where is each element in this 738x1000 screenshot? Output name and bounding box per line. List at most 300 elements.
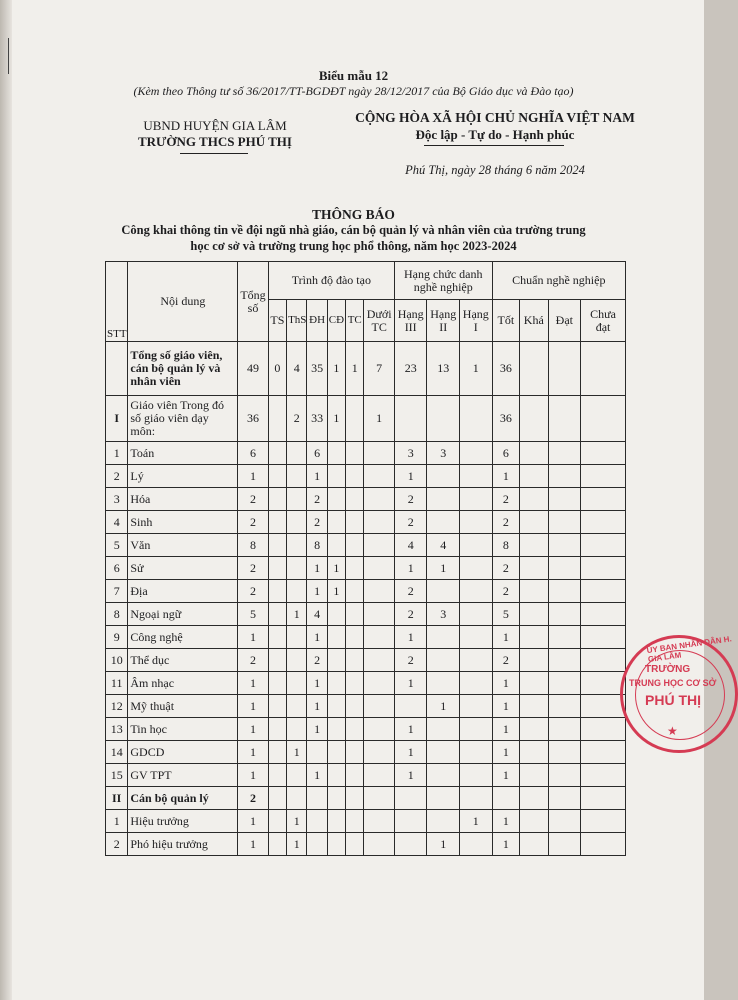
- cell-value: [460, 511, 493, 534]
- cell-value: [364, 465, 395, 488]
- cell-value: [287, 488, 307, 511]
- seal-ring-text: ỦY BAN NHÂN DÂN H. GIA LÂM: [646, 634, 733, 665]
- cell-value: [287, 718, 307, 741]
- cell-value: [364, 672, 395, 695]
- table-row: [106, 741, 626, 764]
- cell-value: [268, 396, 286, 442]
- cell-value: [346, 672, 364, 695]
- cell-value: [460, 488, 493, 511]
- cell-value: [520, 810, 548, 833]
- cell-value: 1: [492, 764, 519, 787]
- seal-star-icon: ★: [667, 724, 678, 738]
- cell-value: [520, 580, 548, 603]
- header-cd: CĐ: [327, 300, 345, 342]
- cell-value: [287, 580, 307, 603]
- cell-value: [327, 695, 345, 718]
- header-rank1: Hạng I: [460, 300, 493, 342]
- cell-value: [520, 764, 548, 787]
- notice-subtitle-line2: học cơ sở và trường trung học phổ thông, năm học 2023-2024: [190, 239, 517, 253]
- cell-stt: 11: [106, 672, 128, 695]
- cell-value: [268, 488, 286, 511]
- cell-value: 1: [460, 342, 493, 396]
- cell-value: [520, 557, 548, 580]
- cell-value: [327, 764, 345, 787]
- cell-value: [287, 649, 307, 672]
- cell-value: [394, 833, 427, 856]
- cell-value: [581, 810, 626, 833]
- cell-content: Tổng số giáo viên, cán bộ quản lý và nhân viên: [128, 342, 238, 396]
- cell-value: [364, 511, 395, 534]
- cell-value: [287, 442, 307, 465]
- cell-value: [460, 534, 493, 557]
- cell-value: 6: [492, 442, 519, 465]
- cell-value: [327, 787, 345, 810]
- cell-value: 2: [394, 649, 427, 672]
- cell-stt: 6: [106, 557, 128, 580]
- cell-value: 1: [307, 764, 327, 787]
- header-not-pass: Chưa đạt: [581, 300, 626, 342]
- cell-content: GDCD: [128, 741, 238, 764]
- cell-value: 1: [394, 764, 427, 787]
- cell-value: [287, 557, 307, 580]
- cell-value: [581, 626, 626, 649]
- cell-value: [581, 580, 626, 603]
- cell-value: 8: [307, 534, 327, 557]
- cell-value: [581, 718, 626, 741]
- cell-value: [427, 396, 460, 442]
- cell-value: [307, 810, 327, 833]
- cell-value: [581, 534, 626, 557]
- cell-value: 1: [238, 626, 269, 649]
- cell-value: 1: [492, 741, 519, 764]
- cell-value: [268, 465, 286, 488]
- table-row: [106, 603, 626, 626]
- cell-value: [346, 557, 364, 580]
- cell-value: 2: [492, 649, 519, 672]
- cell-value: 3: [427, 603, 460, 626]
- cell-value: [364, 580, 395, 603]
- cell-value: [427, 787, 460, 810]
- cell-value: [327, 718, 345, 741]
- cell-value: 1: [364, 396, 395, 442]
- cell-value: [548, 695, 581, 718]
- cell-value: [548, 787, 581, 810]
- cell-value: [268, 672, 286, 695]
- cell-value: [427, 810, 460, 833]
- cell-value: 1: [307, 672, 327, 695]
- cell-content: Âm nhạc: [128, 672, 238, 695]
- cell-value: [520, 787, 548, 810]
- cell-stt: 5: [106, 534, 128, 557]
- cell-stt: 8: [106, 603, 128, 626]
- cell-value: [427, 465, 460, 488]
- cell-value: 1: [327, 396, 345, 442]
- cell-value: [268, 695, 286, 718]
- cell-value: [427, 626, 460, 649]
- cell-stt: 1: [106, 810, 128, 833]
- cell-stt: 14: [106, 741, 128, 764]
- cell-value: 1: [287, 810, 307, 833]
- cell-value: 2: [492, 488, 519, 511]
- cell-value: 1: [492, 810, 519, 833]
- cell-content: Văn: [128, 534, 238, 557]
- cell-stt: 3: [106, 488, 128, 511]
- header-ths: ThS: [287, 300, 307, 342]
- cell-value: [581, 442, 626, 465]
- cell-value: [427, 672, 460, 695]
- cell-value: [460, 741, 493, 764]
- cell-value: 1: [238, 764, 269, 787]
- cell-value: [581, 342, 626, 396]
- table-header: [106, 262, 626, 342]
- cell-content: Giáo viên Trong đó số giáo viên dạy môn:: [128, 396, 238, 442]
- cell-stt: 1: [106, 442, 128, 465]
- cell-value: 36: [238, 396, 269, 442]
- cell-stt: 7: [106, 580, 128, 603]
- cell-value: [327, 741, 345, 764]
- cell-value: [548, 626, 581, 649]
- cell-value: 2: [307, 488, 327, 511]
- cell-value: [346, 810, 364, 833]
- cell-value: [520, 672, 548, 695]
- cell-value: 1: [238, 695, 269, 718]
- cell-value: 1: [327, 557, 345, 580]
- cell-value: [460, 580, 493, 603]
- table-row: [106, 810, 626, 833]
- header-below-tc: Dưới TC: [364, 300, 395, 342]
- cell-value: 4: [287, 342, 307, 396]
- cell-value: 1: [287, 741, 307, 764]
- cell-value: [268, 764, 286, 787]
- cell-value: [520, 649, 548, 672]
- cell-value: [427, 649, 460, 672]
- table-row: [106, 833, 626, 856]
- cell-value: [460, 833, 493, 856]
- cell-value: [548, 557, 581, 580]
- cell-value: [427, 580, 460, 603]
- motto-underline: [424, 145, 564, 146]
- header-good: Tốt: [492, 300, 519, 342]
- cell-content: Hóa: [128, 488, 238, 511]
- cell-value: 7: [364, 342, 395, 396]
- cell-value: [268, 557, 286, 580]
- cell-value: 2: [238, 488, 269, 511]
- cell-value: 1: [427, 695, 460, 718]
- cell-value: [364, 741, 395, 764]
- cell-value: [287, 511, 307, 534]
- school-seal: [620, 635, 738, 753]
- cell-value: [268, 787, 286, 810]
- table-row: [106, 672, 626, 695]
- table-row: [106, 442, 626, 465]
- cell-value: [327, 833, 345, 856]
- cell-value: [520, 511, 548, 534]
- cell-value: 2: [238, 511, 269, 534]
- cell-content: Toán: [128, 442, 238, 465]
- cell-content: Địa: [128, 580, 238, 603]
- cell-value: [394, 787, 427, 810]
- cell-value: 1: [394, 557, 427, 580]
- school-underline: [180, 153, 248, 154]
- cell-value: [548, 534, 581, 557]
- cell-value: [287, 787, 307, 810]
- cell-value: [520, 396, 548, 442]
- cell-value: 1: [287, 833, 307, 856]
- cell-stt: [106, 342, 128, 396]
- cell-value: [268, 626, 286, 649]
- cell-value: [346, 764, 364, 787]
- cell-value: [364, 626, 395, 649]
- cell-value: [287, 465, 307, 488]
- cell-value: 2: [307, 649, 327, 672]
- cell-value: [581, 672, 626, 695]
- cell-value: [548, 833, 581, 856]
- cell-value: 1: [238, 718, 269, 741]
- cell-stt: 4: [106, 511, 128, 534]
- cell-content: Sử: [128, 557, 238, 580]
- cell-value: 1: [492, 695, 519, 718]
- cell-value: [520, 342, 548, 396]
- table-row: [106, 626, 626, 649]
- cell-value: 5: [492, 603, 519, 626]
- cell-value: [520, 626, 548, 649]
- cell-value: 1: [327, 580, 345, 603]
- cell-value: [364, 557, 395, 580]
- cell-value: [548, 342, 581, 396]
- cell-content: Cán bộ quản lý: [128, 787, 238, 810]
- cell-content: Công nghệ: [128, 626, 238, 649]
- cell-value: 2: [238, 580, 269, 603]
- cell-value: [548, 764, 581, 787]
- cell-value: 1: [346, 342, 364, 396]
- cell-value: 23: [394, 342, 427, 396]
- notice-subtitle-line1: Công khai thông tin về đội ngũ nhà giáo, cán bộ quản lý và nhân viên của trường trung: [121, 223, 586, 237]
- cell-value: [364, 603, 395, 626]
- cell-value: [581, 488, 626, 511]
- cell-value: [520, 833, 548, 856]
- cell-stt: 2: [106, 465, 128, 488]
- cell-value: [287, 626, 307, 649]
- table-row: [106, 649, 626, 672]
- cell-value: [548, 672, 581, 695]
- cell-value: 2: [394, 603, 427, 626]
- table-row: [106, 764, 626, 787]
- table-row: [106, 787, 626, 810]
- cell-value: [268, 534, 286, 557]
- cell-value: [581, 764, 626, 787]
- cell-value: [520, 741, 548, 764]
- cell-value: 1: [307, 557, 327, 580]
- cell-stt: 15: [106, 764, 128, 787]
- cell-value: 1: [492, 672, 519, 695]
- cell-value: [327, 488, 345, 511]
- cell-value: [460, 787, 493, 810]
- cell-value: 2: [492, 580, 519, 603]
- cell-value: [307, 833, 327, 856]
- cell-value: 1: [307, 718, 327, 741]
- cell-value: [460, 442, 493, 465]
- cell-value: 1: [238, 465, 269, 488]
- cell-value: 1: [238, 672, 269, 695]
- cell-value: [520, 695, 548, 718]
- cell-value: 8: [238, 534, 269, 557]
- table-row: [106, 342, 626, 396]
- cell-value: [346, 833, 364, 856]
- cell-value: [364, 787, 395, 810]
- cell-value: [307, 787, 327, 810]
- header-rank2: Hạng II: [427, 300, 460, 342]
- cell-value: 1: [394, 626, 427, 649]
- cell-value: 2: [394, 580, 427, 603]
- cell-value: [460, 626, 493, 649]
- header-total: Tổng số: [238, 262, 269, 342]
- table-row: [106, 718, 626, 741]
- cell-value: 1: [394, 672, 427, 695]
- cell-value: [287, 534, 307, 557]
- cell-stt: 2: [106, 833, 128, 856]
- cell-value: 2: [394, 511, 427, 534]
- cell-value: [364, 695, 395, 718]
- cell-stt: I: [106, 396, 128, 442]
- cell-value: [287, 672, 307, 695]
- cell-content: Thể dục: [128, 649, 238, 672]
- cell-content: Sinh: [128, 511, 238, 534]
- cell-value: 8: [492, 534, 519, 557]
- header-rank3: Hạng III: [394, 300, 427, 342]
- cell-value: [327, 603, 345, 626]
- cell-value: [268, 833, 286, 856]
- cell-value: 1: [492, 465, 519, 488]
- table-body: [106, 342, 626, 856]
- cell-value: [364, 810, 395, 833]
- cell-value: 6: [238, 442, 269, 465]
- cell-value: [346, 626, 364, 649]
- cell-value: [307, 741, 327, 764]
- agency-name: UBND HUYỆN GIA LÂM: [143, 118, 287, 133]
- cell-value: 0: [268, 342, 286, 396]
- cell-value: 35: [307, 342, 327, 396]
- header-content: Nội dung: [128, 262, 238, 342]
- notice-title: THÔNG BÁO: [312, 207, 395, 222]
- table-row: [106, 695, 626, 718]
- cell-value: [460, 603, 493, 626]
- cell-value: 6: [307, 442, 327, 465]
- cell-value: [548, 511, 581, 534]
- cell-value: [460, 672, 493, 695]
- cell-value: [548, 810, 581, 833]
- cell-value: [346, 718, 364, 741]
- cell-value: 1: [492, 626, 519, 649]
- seal-line2: TRUNG HỌC CƠ SỞ: [629, 678, 717, 688]
- cell-content: Tin học: [128, 718, 238, 741]
- cell-value: [327, 626, 345, 649]
- header-stt: STT: [106, 262, 128, 342]
- cell-value: [548, 649, 581, 672]
- cell-stt: 13: [106, 718, 128, 741]
- cell-value: [346, 580, 364, 603]
- cell-value: [427, 764, 460, 787]
- cell-value: [460, 764, 493, 787]
- cell-value: [427, 488, 460, 511]
- cell-content: Hiệu trưởng: [128, 810, 238, 833]
- cell-value: [327, 672, 345, 695]
- header-tc: TC: [346, 300, 364, 342]
- cell-stt: II: [106, 787, 128, 810]
- cell-value: 1: [307, 695, 327, 718]
- cell-value: [268, 511, 286, 534]
- table-row: [106, 557, 626, 580]
- cell-value: [364, 764, 395, 787]
- table-row: [106, 534, 626, 557]
- cell-value: 1: [394, 718, 427, 741]
- cell-content: Lý: [128, 465, 238, 488]
- cell-value: 1: [394, 465, 427, 488]
- date-line: Phú Thị, ngày 28 tháng 6 năm 2024: [405, 163, 585, 177]
- header-pass: Đạt: [548, 300, 581, 342]
- cell-value: 2: [238, 649, 269, 672]
- cell-stt: 10: [106, 649, 128, 672]
- cell-value: [268, 649, 286, 672]
- cell-value: 2: [492, 511, 519, 534]
- cell-value: [581, 511, 626, 534]
- cell-value: [520, 534, 548, 557]
- cell-content: Ngoại ngữ: [128, 603, 238, 626]
- cell-value: [287, 764, 307, 787]
- form-reference: (Kèm theo Thông tư số 36/2017/TT-BGDĐT ngày 28/12/2017 của Bộ Giáo dục và Đào tạo): [133, 84, 574, 98]
- table-row: [106, 396, 626, 442]
- cell-value: [364, 649, 395, 672]
- cell-value: [548, 741, 581, 764]
- cell-value: [346, 465, 364, 488]
- cell-value: 2: [394, 488, 427, 511]
- cell-value: [346, 511, 364, 534]
- form-title: Biểu mẫu 12: [318, 68, 389, 83]
- cell-value: 49: [238, 342, 269, 396]
- cell-value: [346, 649, 364, 672]
- cell-value: [548, 396, 581, 442]
- cell-value: 2: [238, 557, 269, 580]
- cell-value: 1: [492, 833, 519, 856]
- cell-value: [364, 718, 395, 741]
- cell-value: [394, 396, 427, 442]
- cell-content: GV TPT: [128, 764, 238, 787]
- cell-value: [327, 511, 345, 534]
- cell-value: [581, 649, 626, 672]
- cell-value: 36: [492, 342, 519, 396]
- cell-value: 36: [492, 396, 519, 442]
- staff-table: [105, 261, 626, 856]
- table-row: [106, 465, 626, 488]
- cell-value: [427, 511, 460, 534]
- cell-value: [364, 833, 395, 856]
- cell-value: [460, 649, 493, 672]
- cell-value: [364, 488, 395, 511]
- cell-value: [394, 810, 427, 833]
- cell-value: [287, 695, 307, 718]
- cell-value: 4: [427, 534, 460, 557]
- cell-value: 1: [427, 557, 460, 580]
- cell-value: [548, 465, 581, 488]
- cell-value: 1: [238, 833, 269, 856]
- header-fair: Khá: [520, 300, 548, 342]
- cell-value: [327, 465, 345, 488]
- cell-value: [460, 396, 493, 442]
- cell-value: 1: [307, 580, 327, 603]
- cell-value: [581, 695, 626, 718]
- cell-value: 1: [238, 741, 269, 764]
- cell-value: [268, 718, 286, 741]
- cell-value: [327, 534, 345, 557]
